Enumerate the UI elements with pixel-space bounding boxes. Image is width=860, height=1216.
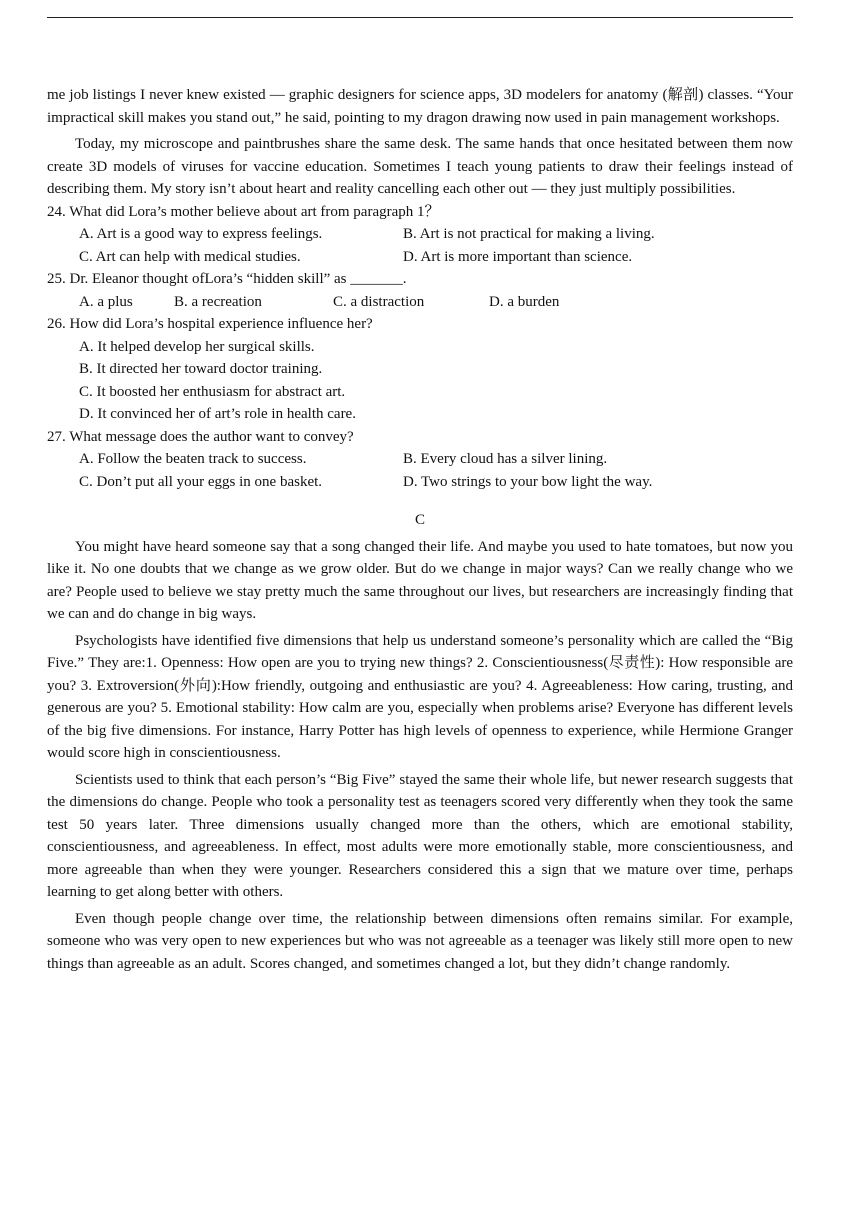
option-a: A. It helped develop her surgical skills.: [79, 338, 315, 355]
question-stem: 27. What message does the author want to convey?: [47, 428, 354, 445]
header-rule: [47, 17, 793, 18]
question-stem: 26. How did Lora’s hospital experience influence her?: [47, 316, 373, 332]
option-b: B. It directed her toward doctor training.: [79, 361, 323, 377]
option-b: B. Every cloud has a silver lining.: [403, 451, 608, 467]
option-d: D. Art is more important than science.: [403, 248, 633, 265]
question-27: [47, 426, 793, 494]
passage-b-continued-paragraph: me job listings I never knew existed — graphic designers for science apps, 3D modelers for anatomy (解剖) classes. “Your impractical skill makes you stand out,” he said, pointing to my dragon drawing now used in pain management workshops.: [47, 87, 793, 126]
option-a: A. Art is a good way to express feelings.: [79, 226, 323, 242]
passage-c-paragraph-3: Scientists used to think that each person’s “Big Five” stayed the same their whole life, but newer research suggests that the dimensions do change. People who took a personality test as teenagers scored very differently when they took the same test 50 years later. Three dimensions usually changed more than the others, which are emotional stability, conscientiousness, and agreeableness. In effect, most adults were more emotionally stable, more conscientiousness, and more agreeable than when they were younger. Researchers considered this a sign that we mature over time, perhaps learning to get along better with others.: [47, 771, 793, 900]
option-c: C. It boosted her enthusiasm for abstract art.: [79, 383, 346, 400]
option-d: D. a burden: [489, 293, 560, 310]
passage-c-label: C: [414, 512, 425, 528]
passage-c-paragraph-1: You might have heard someone say that a song changed their life. And maybe you used to hate tomatoes, but now you like it. No one doubts that we change as we grow older. But do we change in major ways? Can we really change who we are? People used to believe we stay pretty much the same throughout our lives, but researchers are increasingly finding that we can and do change in big ways.: [47, 538, 793, 622]
option-c: C. Art can help with medical studies.: [79, 248, 301, 265]
option-a: A. Follow the beaten track to success.: [79, 451, 307, 467]
page-content: [47, 84, 793, 975]
option-c: C. Don’t put all your eggs in one basket.: [79, 473, 323, 490]
question-stem: 25. Dr. Eleanor thought ofLora’s “hidden skill” as _______.: [47, 271, 407, 287]
option-b: B. Art is not practical for making a living.: [403, 226, 655, 242]
option-a: A. a plus: [79, 293, 133, 310]
question-26: [47, 313, 793, 426]
passage-c-paragraph-4: Even though people change over time, the relationship between dimensions often remains similar. For example, someone who was very open to new experiences but who was not agreeable as a teenager was likely still more open to new things than agreeable as an adult. Scores changed, and sometimes changed a lot, but they didn’t change randomly.: [47, 910, 793, 972]
passage-b-last-paragraph: Today, my microscope and paintbrushes share the same desk. The same hands that once hesitated between them now create 3D models of viruses for vaccine education. Sometimes I teach young patients to draw their feelings instead of describing them. My story isn’t about heart and reality cancelling each other out — they just multiply possibilities.: [47, 136, 793, 197]
question-stem: 24. What did Lora’s mother believe about art from paragraph 1？: [47, 203, 440, 220]
option-d: D. It convinced her of art’s role in health care.: [79, 406, 356, 422]
option-c: C. a distraction: [333, 293, 425, 310]
question-25: [47, 268, 793, 313]
option-b: B. a recreation: [174, 293, 262, 310]
passage-c-paragraph-2: Psychologists have identified five dimensions that help us understand someone’s personality which are called the “Big Five.” They are:1. Openness: How open are you to trying new things? 2. Conscientiousness(尽责性): How responsible are you? 3. Extroversion(外向):How friendly, outgoing and enthusiastic are you? 4. Agreeableness: How caring, trusting, and generous are you? 5. Emotional stability: How calm are you, especially when problems arise? Everyone has different levels of the big five dimensions. For instance, Harry Potter has high levels of openness to experience, while Hermione Granger would score high in conscientiousness.: [47, 632, 793, 761]
question-24: [47, 201, 793, 269]
option-d: D. Two strings to your bow light the way.: [403, 473, 653, 490]
